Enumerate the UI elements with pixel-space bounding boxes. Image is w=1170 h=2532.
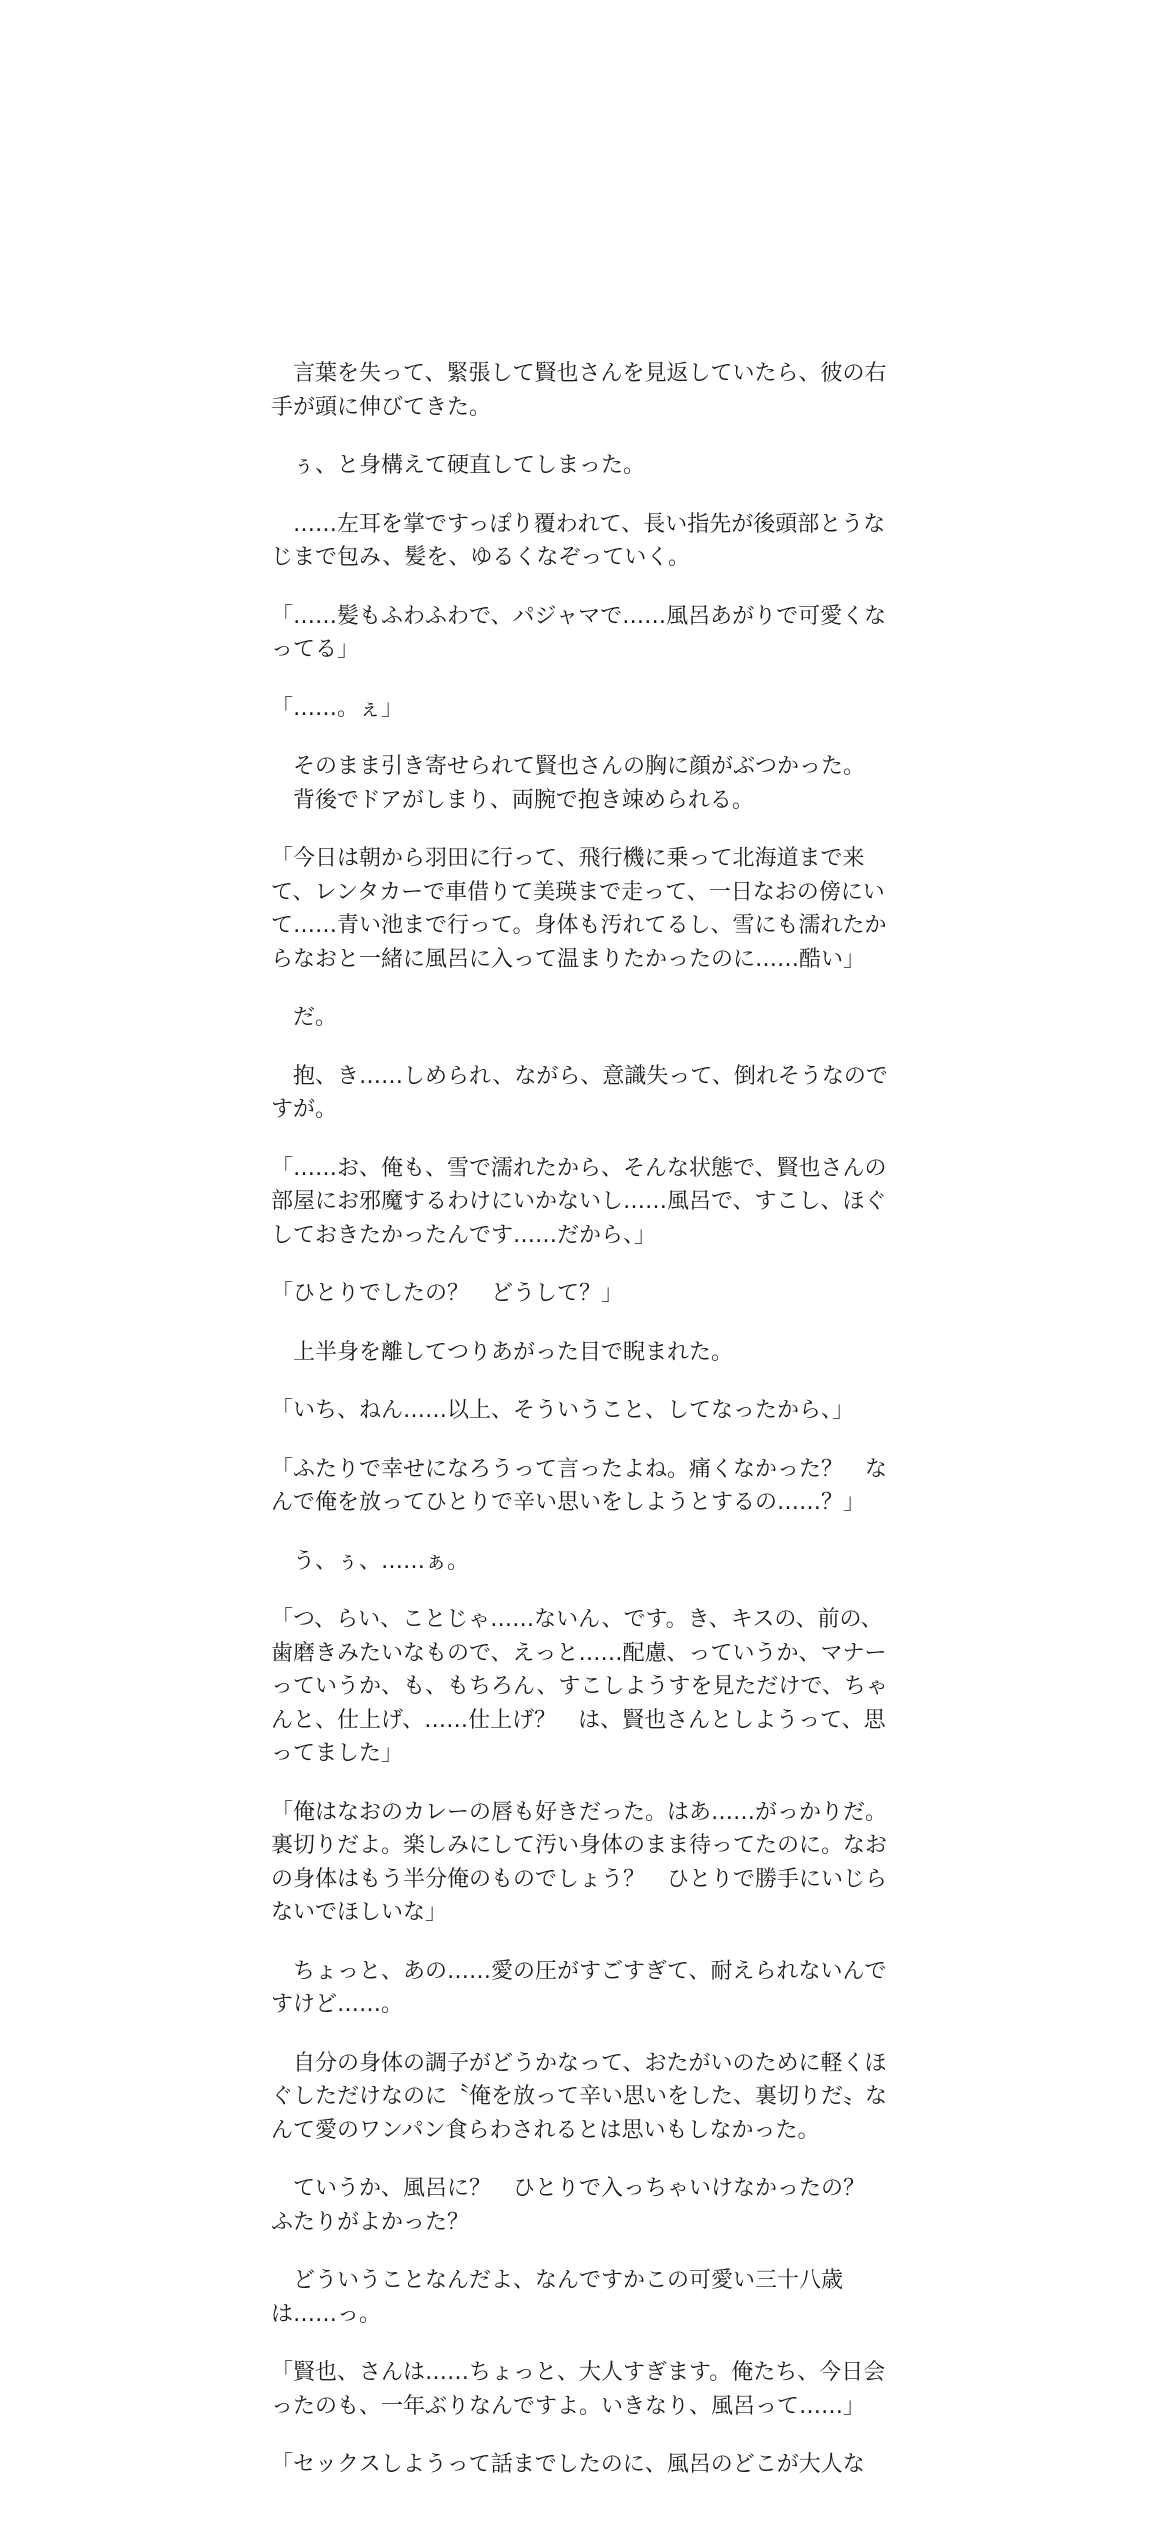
paragraph: 抱、き……しめられ、ながら、意識失って、倒れそうなのですが。 bbox=[271, 1063, 888, 1122]
paragraph: 「賢也、さんは……ちょっと、大人すぎます。俺たち、今日会ったのも、一年ぶりなんですよ。いきなり、風呂って……」 bbox=[271, 2360, 886, 2419]
paragraph: だ。 bbox=[271, 1005, 338, 1030]
paragraph: そのまま引き寄せられて賢也さんの胸に顔がぶつかった。 背後でドアがしまり、両腕で抱き竦められる。 bbox=[293, 754, 866, 813]
reader-page bbox=[271, 357, 899, 2507]
paragraph: どういうことなんだよ、なんですかこの可愛い三十八歳は……っ。 bbox=[271, 2268, 844, 2327]
paragraph: 「ひとりでしたの？ どうして？」 bbox=[271, 1281, 624, 1306]
paragraph: ちょっと、あの……愛の圧がすごすぎて、耐えられないんですけど……。 bbox=[271, 1958, 887, 2017]
paragraph: 上半身を離してつりあがった目で睨まれた。 bbox=[271, 1339, 734, 1365]
paragraph: 「ふたりで幸せになろうって言ったよね。痛くなかった？ なんで俺を放ってひとりで辛い思いをしようとするの……？」 bbox=[271, 1456, 888, 1515]
paragraph: 言葉を失って、緊張して賢也さんを見返していたら、彼の右手が頭に伸びてきた。 bbox=[271, 361, 887, 420]
paragraph: 「今日は朝から羽田に行って、飛行機に乗って北海道まで来て、レンタカーで車借りて美瑛まで走って、一日なおの傍にいて……青い池まで行って。身体も汚れてるし、雪にも濡れたからなおと一緒に風呂に入って温まりたかったのに……酷い」 bbox=[271, 846, 887, 972]
paragraph: 「つ、らい、ことじゃ……ないん、です。き、キスの、前の、歯磨きみたいなもので、えっと……配慮、っていうか、マナーっていうか、も、もちろん、すこしようすを見ただけで、ちゃんと、仕上げ、……仕上げ？ は、賢也さんとしようって、思ってました」 bbox=[271, 1607, 888, 1766]
paragraph: 自分の身体の調子がどうかなって、おたがいのために軽くほぐしただけなのに〝俺を放って辛い思いをした、裏切りだ〟なんて愛のワンパン食らわされるとは思いもしなかった。 bbox=[271, 2050, 888, 2143]
paragraph: 「……髪もふわふわで、パジャマで……風呂あがりで可愛くなってる」 bbox=[271, 603, 887, 662]
paragraph: 「いち、ねん……以上、そういうこと、してなったから、」 bbox=[271, 1398, 855, 1423]
paragraph: ……左耳を掌ですっぽり覆われて、長い指先が後頭部とうなじまで包み、髪を、ゆるくなぞっていく。 bbox=[271, 511, 886, 570]
paragraph: 「セックスしようって話までしたのに、風呂のどこが大人な bbox=[271, 2452, 865, 2477]
paragraph: う、ぅ、……ぁ。 bbox=[271, 1548, 470, 1574]
paragraph: 「……。ぇ」 bbox=[271, 695, 404, 721]
paragraph: 「……お、俺も、雪で濡れたから、そんな状態で、賢也さんの部屋にお邪魔するわけにいかないし……風呂で、すこし、ほぐしておきたかったんです……だから、」 bbox=[271, 1155, 887, 1248]
paragraph: ていうか、風呂に？ ひとりで入っちゃいけなかったの？ ふたりがよかった？ bbox=[271, 2176, 888, 2235]
paragraph: 「俺はなおのカレーの唇も好きだった。はあ……がっかりだ。裏切りだよ。楽しみにして汚い身体のまま待ってたのに。なおの身体はもう半分俺のものでしょう？ ひとりで勝手にいじらないでほしいな」 bbox=[271, 1799, 888, 1925]
paragraph: ぅ、と身構えて硬直してしまった。 bbox=[271, 453, 646, 478]
